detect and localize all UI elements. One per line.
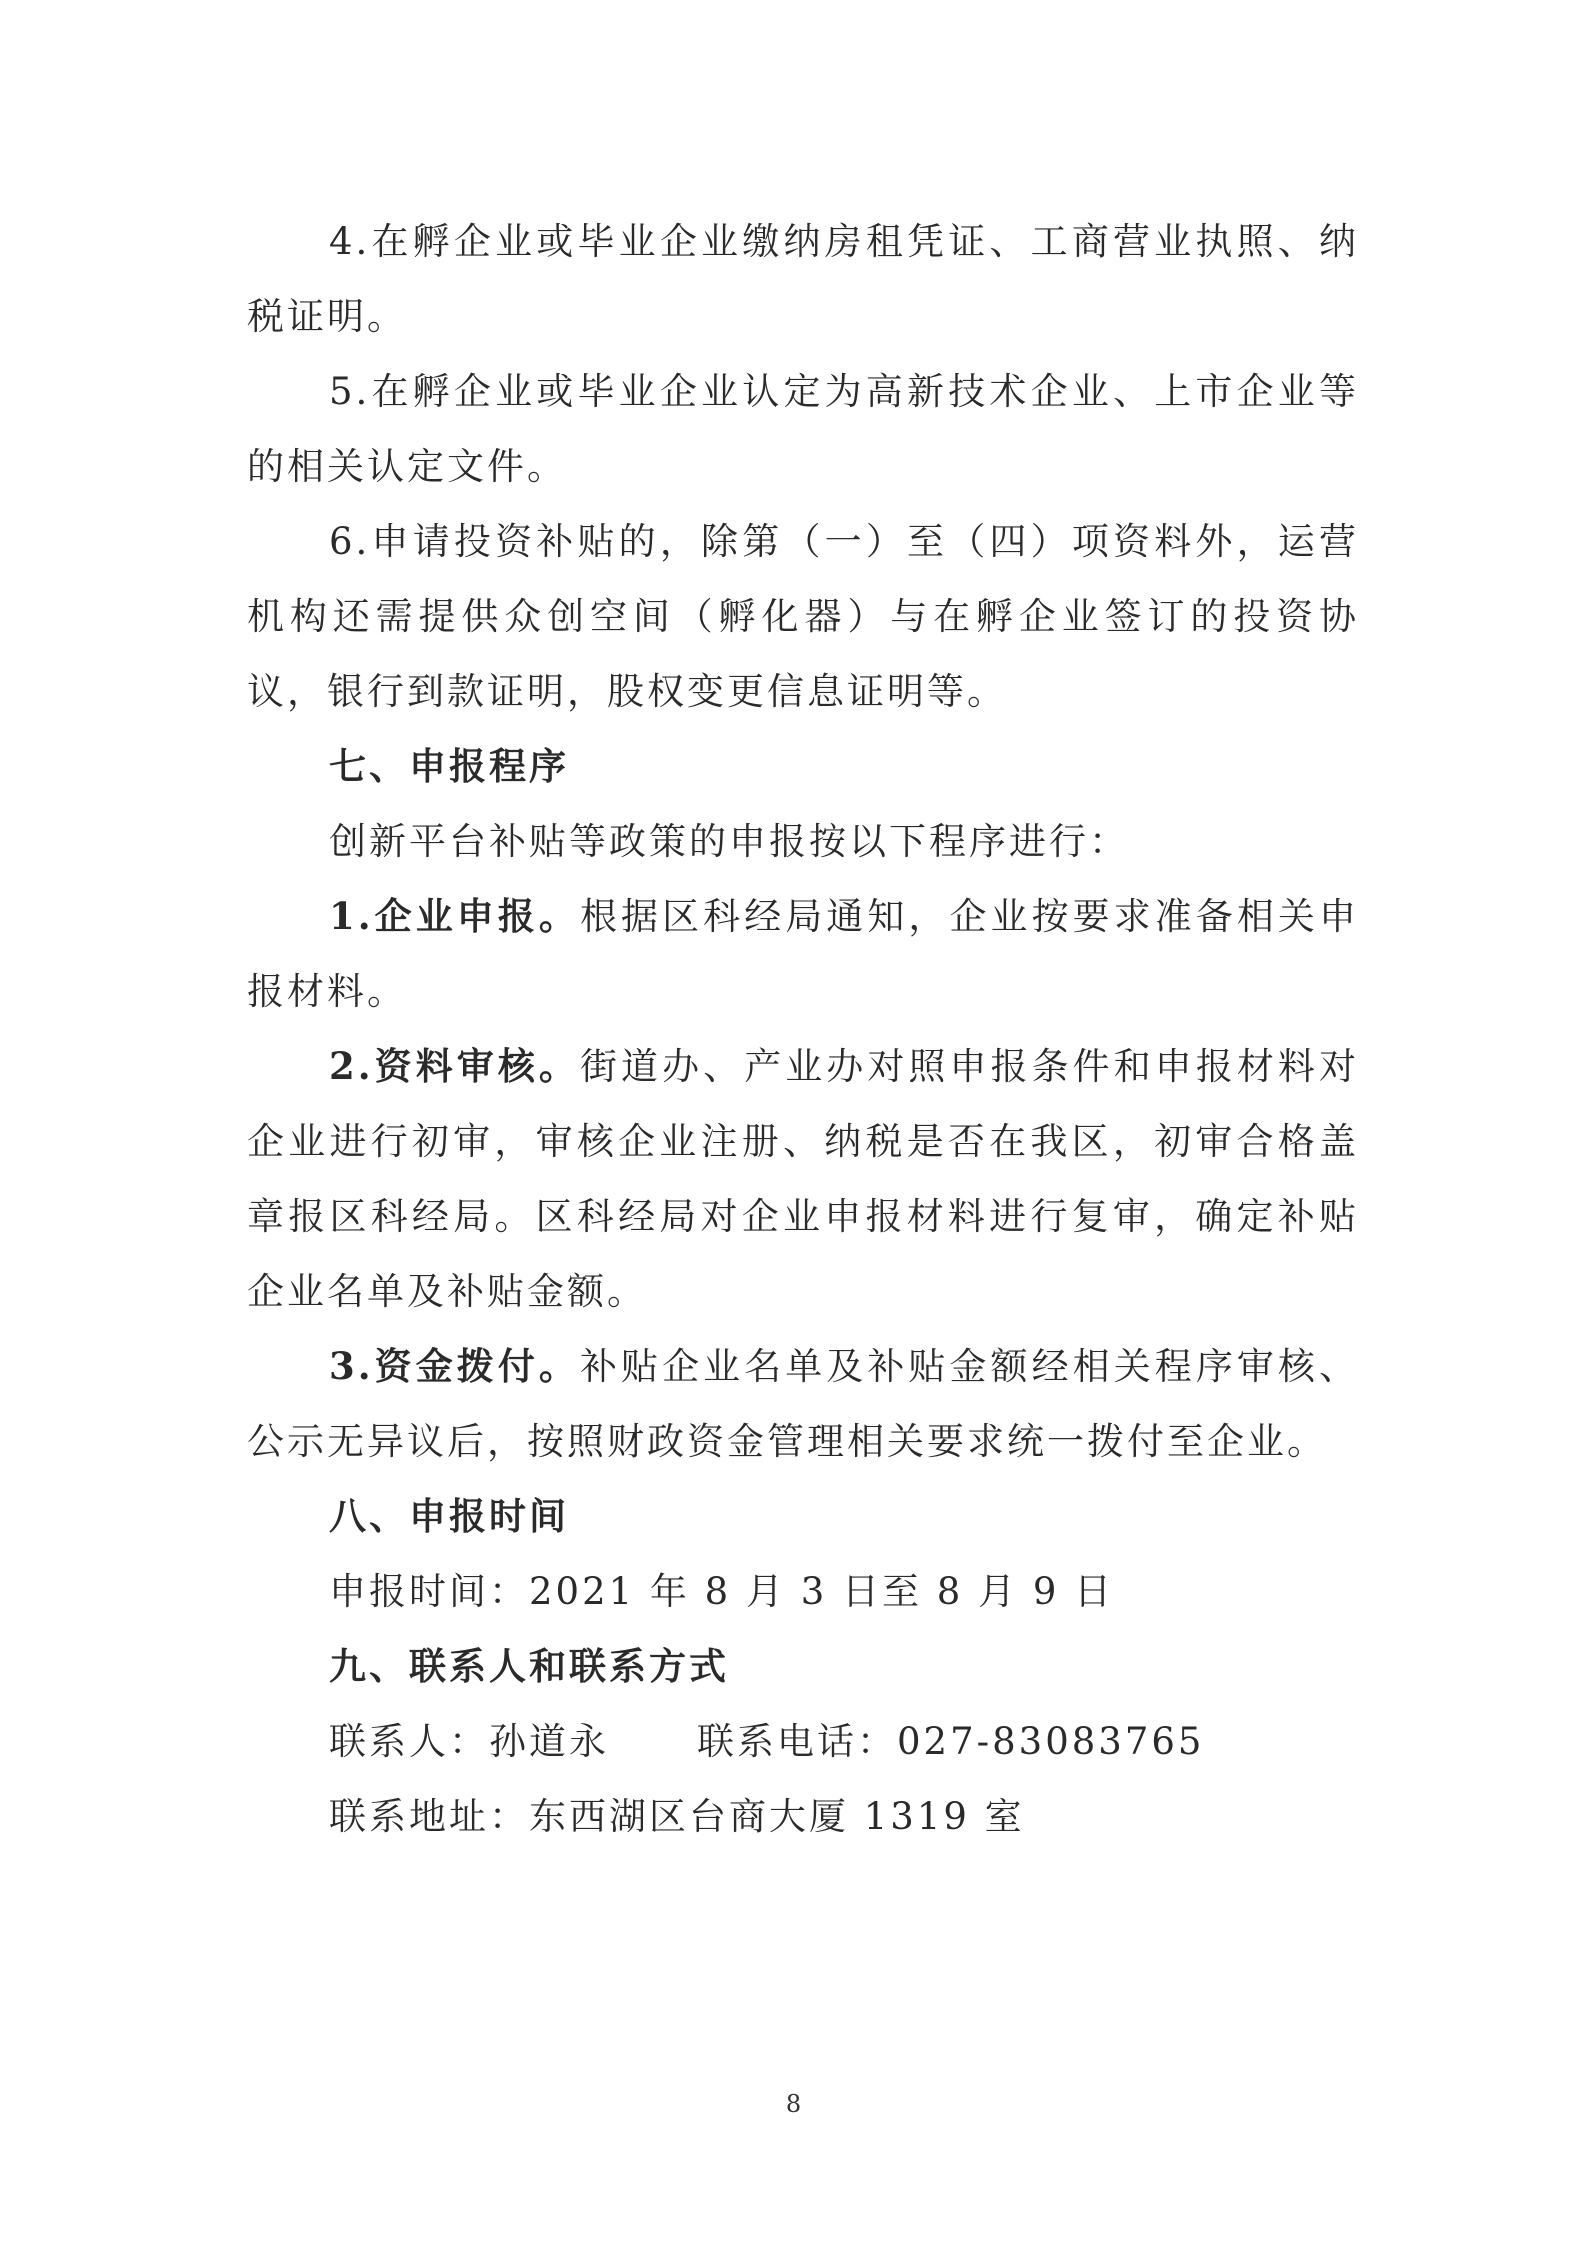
contact-address: 联系地址：东西湖区台商大厦 1319 室	[329, 1795, 1025, 1838]
step-2-text: 街道办、产业办对照申报条件和申报材料对企业进行初审，审核企业注册、纳税是否在我区，初审合格盖章报区科经局。区科经局对企业申报材料进行复审，确定补贴企业名单及补贴金额。	[247, 1045, 1359, 1313]
section-heading-time: 八、申报时间	[329, 1495, 569, 1538]
document-body	[247, 204, 1359, 1854]
paragraph-item-4: 4.在孵企业或毕业企业缴纳房租凭证、工商营业执照、纳税证明。	[247, 220, 1359, 338]
step-3-title: 3.资金拨付。	[329, 1344, 580, 1388]
procedure-step-3	[247, 1329, 1359, 1479]
section-heading-procedure: 七、申报程序	[329, 745, 569, 788]
contact-line	[247, 1704, 1359, 1779]
step-2-title: 2.资料审核。	[329, 1044, 580, 1088]
paragraph-item-6: 6.申请投资补贴的，除第（一）至（四）项资料外，运营机构还需提供众创空间（孵化器）与在孵企业签订的投资协议，银行到款证明，股权变更信息证明等。	[247, 520, 1359, 713]
step-1-title: 1.企业申报。	[329, 894, 580, 938]
application-time: 申报时间：2021 年 8 月 3 日至 8 月 9 日	[329, 1570, 1115, 1613]
step-1-text: 根据区科经局通知，企业按要求准备相关申报材料。	[247, 895, 1359, 1013]
procedure-step-2	[247, 1029, 1359, 1329]
contact-person: 联系人：孙道永	[329, 1720, 609, 1763]
contact-phone: 联系电话：027-83083765	[697, 1720, 1205, 1763]
step-3-text: 补贴企业名单及补贴金额经相关程序审核、公示无异议后，按照财政资金管理相关要求统一拨付至企业。	[247, 1345, 1359, 1463]
procedure-step-1	[247, 879, 1359, 1029]
paragraph-item-5: 5.在孵企业或毕业企业认定为高新技术企业、上市企业等的相关认定文件。	[247, 370, 1359, 488]
section-heading-contact: 九、联系人和联系方式	[329, 1645, 729, 1688]
procedure-intro: 创新平台补贴等政策的申报按以下程序进行：	[329, 820, 1129, 863]
page-number: 8	[785, 2090, 802, 2118]
